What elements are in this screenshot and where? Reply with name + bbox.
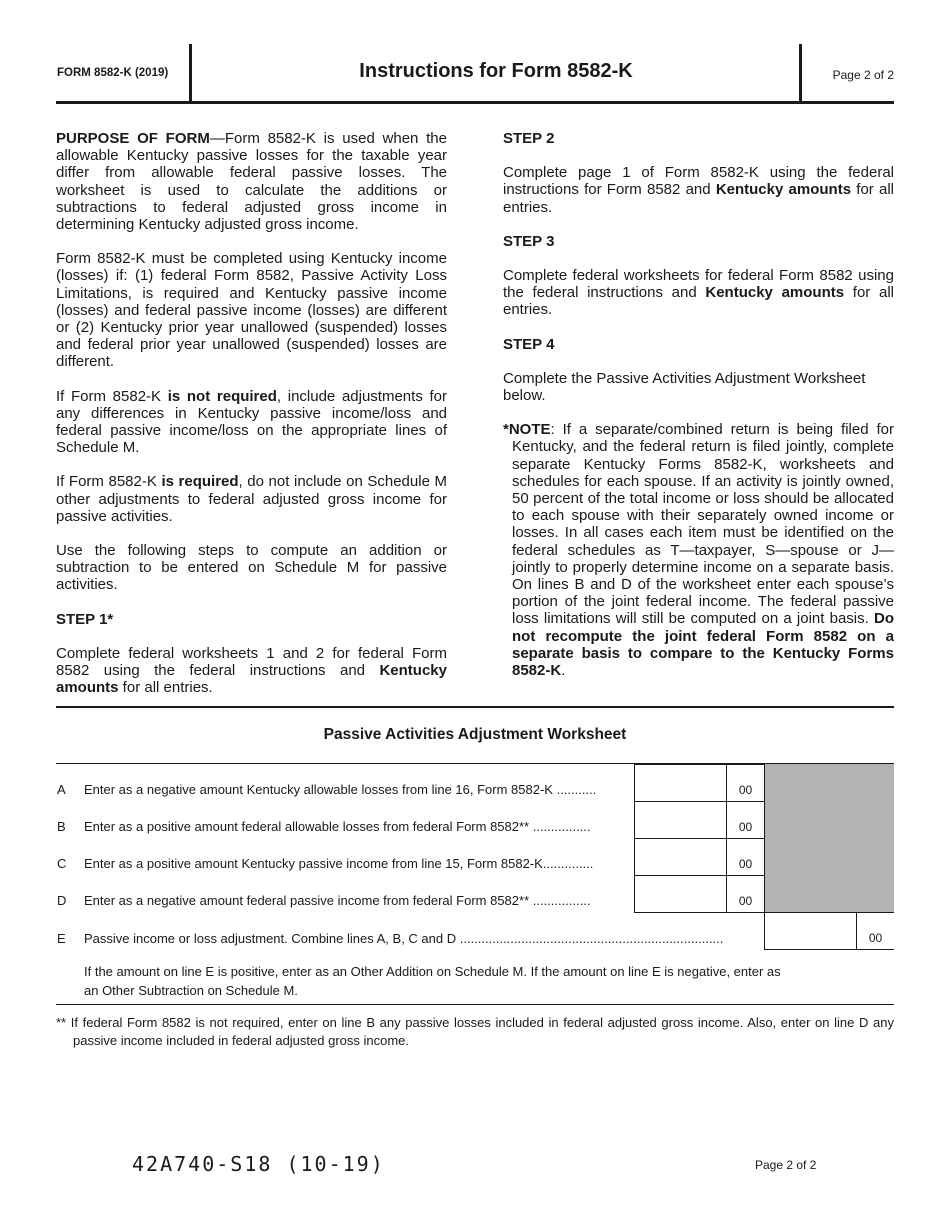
- note-end: .: [561, 662, 566, 680]
- row-e-dollars-field[interactable]: [764, 912, 857, 950]
- note-paragraph: [503, 421, 894, 679]
- row-b-label: Enter as a positive amount federal allowable losses from federal Form 8582** ................: [84, 819, 591, 834]
- step2-heading: STEP 2: [503, 130, 555, 147]
- step1-text-a: Complete federal worksheets 1 and 2 for federal Form 8582 using the federal instructions and: [56, 644, 447, 680]
- row-a-dollars-field[interactable]: [634, 764, 727, 802]
- right-column: [503, 130, 894, 696]
- required-paragraph: [56, 473, 447, 525]
- step4-heading: STEP 4: [503, 335, 555, 353]
- not-required-text-c: , include adjustments for any differences in Kentucky passive income/loss and federal passive income/loss on the appropriate lines of Schedule M.: [56, 387, 447, 457]
- step3-text-a: Complete federal worksheets for federal Form 8582 using the federal instructions and: [503, 267, 894, 302]
- purpose-label: PURPOSE OF FORM: [56, 130, 210, 147]
- step1-emphasis: Kentucky amounts: [56, 662, 447, 697]
- step1-heading: STEP 1*: [56, 610, 114, 628]
- steps-intro-paragraph: Use the following steps to compute an addition or subtraction to be entered on Schedule M for passive activities.: [56, 542, 447, 594]
- note-label: *NOTE: [503, 421, 551, 439]
- form-code: 42A740-S18 (10-19): [132, 1152, 385, 1176]
- step2-paragraph: [503, 164, 894, 216]
- worksheet-note: If the amount on line E is positive, enter as an Other Addition on Schedule M. If the amount on line E is negative, enter as an Other Subtraction on Schedule M.: [84, 964, 781, 998]
- row-b-cents-field[interactable]: 00: [726, 801, 765, 839]
- not-required-emphasis: is not required: [167, 387, 277, 405]
- step3-text-c: for all entries.: [503, 284, 894, 319]
- worksheet-bottom-rule: [56, 1004, 894, 1005]
- shaded-area: [764, 764, 894, 913]
- row-a-label: Enter as a negative amount Kentucky allowable losses from line 16, Form 8582-K ...........: [84, 782, 597, 797]
- step2-emphasis: Kentucky amounts: [715, 181, 852, 199]
- header-divider-right: [799, 44, 802, 103]
- step2-text-a: Complete page 1 of Form 8582-K using the federal instructions for Form 8582 and: [503, 164, 894, 199]
- row-d-cents-field[interactable]: 00: [726, 875, 765, 913]
- purpose-paragraph: [56, 130, 447, 233]
- row-c-label: Enter as a positive amount Kentucky passive income from line 15, Form 8582-K..............: [84, 856, 594, 871]
- required-emphasis: is required: [161, 473, 239, 491]
- row-c-cents-field[interactable]: 00: [726, 838, 765, 876]
- footnote: ** If federal Form 8582 is not required, enter on line B any passive losses included in federal adjusted gross income. Also, enter on line D any passive income included in federal adjusted gross income.: [56, 1015, 894, 1048]
- row-d-letter: D: [57, 893, 67, 908]
- row-b-dollars-field[interactable]: [634, 801, 727, 839]
- form-id: FORM 8582-K (2019): [57, 67, 169, 79]
- step3-emphasis: Kentucky amounts: [705, 284, 845, 302]
- not-required-paragraph: [56, 388, 447, 457]
- row-e-letter: E: [57, 931, 66, 946]
- not-required-text-a: If Form 8582-K: [56, 387, 168, 405]
- row-a-cents-field[interactable]: 00: [726, 764, 765, 802]
- header-page-number: Page 2 of 2: [832, 68, 894, 82]
- step1-paragraph: [56, 645, 447, 697]
- row-c-letter: C: [57, 856, 67, 871]
- footer-page-number: Page 2 of 2: [755, 1158, 817, 1172]
- step2-text-c: for all entries.: [503, 181, 894, 216]
- row-e-label: Passive income or loss adjustment. Combine lines A, B, C and D .........................................................................: [84, 931, 724, 946]
- step3-heading: STEP 3: [503, 232, 555, 250]
- note-emphasis: Do not recompute the joint federal Form 8582 on a separate basis to compare to the Kentucky Forms 8582-K: [512, 610, 894, 680]
- step1-text-c: for all entries.: [118, 679, 213, 697]
- row-c-dollars-field[interactable]: [634, 838, 727, 876]
- worksheet-top-rule: [56, 706, 894, 708]
- worksheet-title: Passive Activities Adjustment Worksheet: [323, 726, 627, 743]
- row-e-cents-field[interactable]: 00: [856, 912, 894, 950]
- row-a-letter: A: [57, 782, 66, 797]
- purpose-text: —Form 8582-K is used when the allowable Kentucky passive losses for the taxable year differ from allowable federal passive losses. The worksheet is used to calculate the additions or subtractions to federal adjusted gross income in determining Kentucky adjusted gross income.: [56, 130, 447, 234]
- note-text: : If a separate/combined return is being filed for Kentucky, and the federal return is filed jointly, complete separate Kentucky Forms 8582-K, worksheets and schedules for each spouse. If an activity is jointly owned, 50 percent of the total income or loss should be allocated to each spouse with their separately owned income or losses. In all cases each item must be identified on the federal schedules as T—taxpayer, S—spouse or J—jointly to properly determine income on a separate basis. On lines B and D of the worksheet enter each spouse’s portion of the joint federal income. The federal passive loss limitations will still be computed on a joint basis.: [512, 421, 894, 628]
- row-d-label: Enter as a negative amount federal passive income from federal Form 8582** ................: [84, 893, 591, 908]
- row-d-dollars-field[interactable]: [634, 875, 727, 913]
- left-column: [56, 130, 447, 713]
- row-b-letter: B: [57, 819, 66, 834]
- requirement-paragraph: Form 8582-K must be completed using Kentucky income (losses) if: (1) federal Form 8582, Passive Activity Loss Limitations, is required and Kentucky passive income (losses) and federal passive income (losses) are different or (2) Kentucky prior year unallowed (suspended) losses and federal prior year unallowed (suspended) losses are different.: [56, 250, 447, 371]
- page-title: Instructions for Form 8582-K: [359, 60, 633, 82]
- header-rule: [56, 101, 894, 104]
- step4-paragraph: Complete the Passive Activities Adjustment Worksheet below.: [503, 369, 866, 405]
- step3-paragraph: [503, 267, 894, 319]
- required-text-a: If Form 8582-K: [56, 473, 162, 491]
- required-text-c: , do not include on Schedule M other adjustments to federal adjusted gross income for passive activities.: [56, 473, 447, 525]
